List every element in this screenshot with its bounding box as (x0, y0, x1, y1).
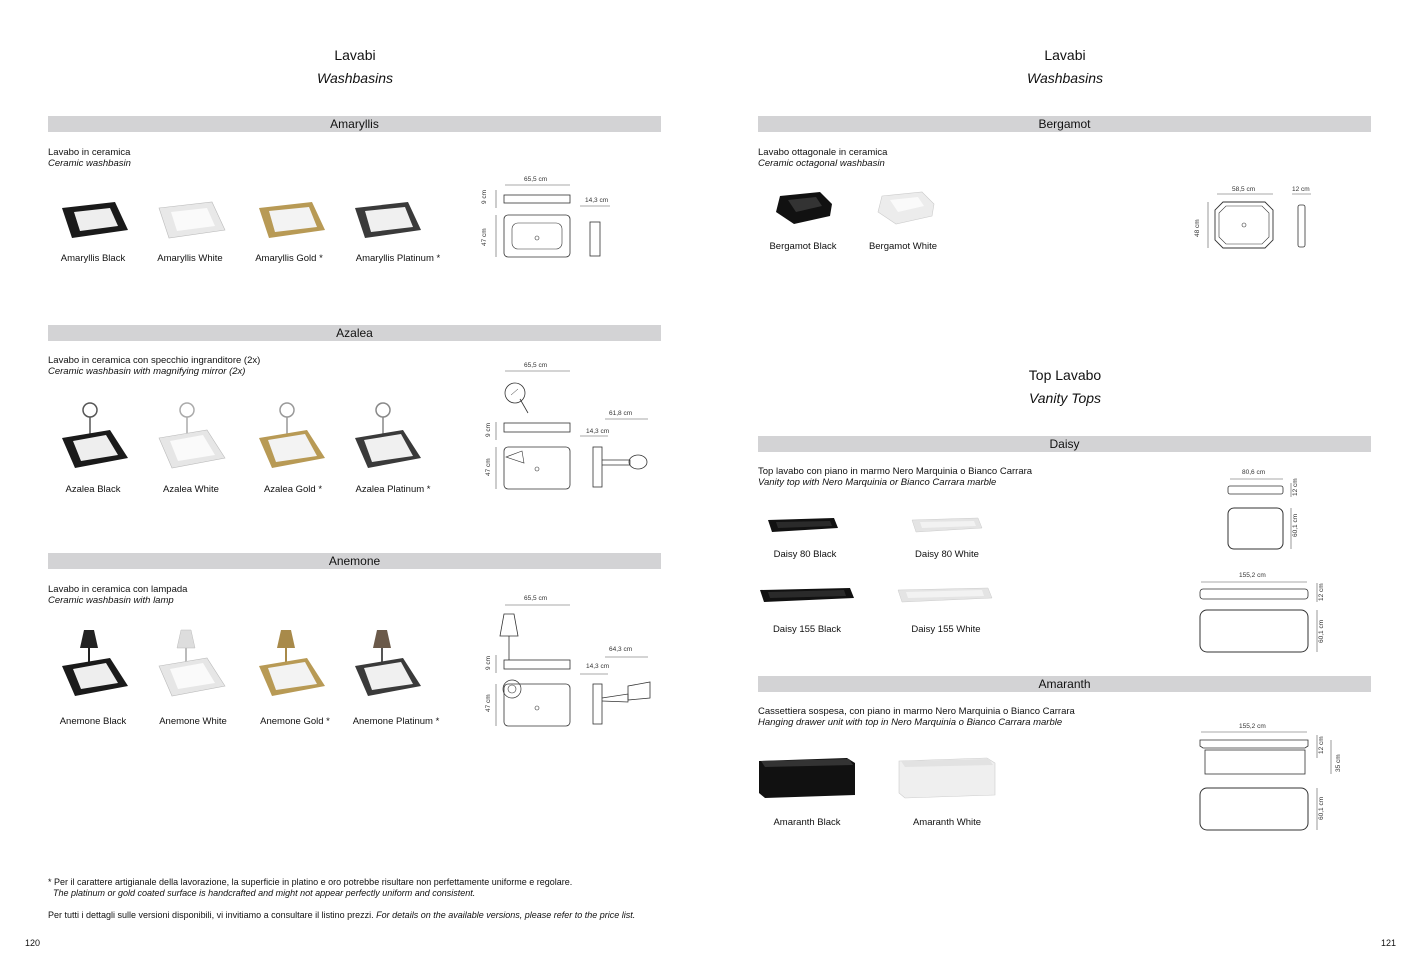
bergamot-black-image (776, 192, 832, 224)
anemone-product-images (55, 628, 455, 708)
left-page-subtitle: Washbasins (316, 70, 393, 86)
left-page-title: Lavabi (334, 47, 376, 63)
anemone-platinum-image (355, 630, 421, 696)
azalea-black-label: Azalea Black (65, 484, 121, 495)
azalea-dim-height: 9 cm (485, 422, 492, 437)
amaranth-dim-width: 155,2 cm (1239, 723, 1266, 730)
daisy-description: Top lavabo con piano in marmo Nero Marquinia o Bianco Carrara Vanity top with Nero Marquinia or Bianco Carrara marble (758, 466, 1033, 488)
section-header-azalea: Azalea (48, 325, 661, 341)
daisy-155-dim-width: 155,2 cm (1239, 572, 1266, 579)
daisy-80-dim-width: 80,6 cm (1242, 469, 1266, 476)
amaranth-black-label: Amaranth Black (773, 817, 841, 828)
anemone-dim-height: 9 cm (485, 655, 492, 670)
daisy-155-dim-height: 12 cm (1318, 583, 1325, 601)
bergamot-product-images (770, 190, 940, 235)
amaranth-black-image (759, 758, 855, 798)
amaryllis-dim-height: 9 cm (481, 189, 488, 204)
anemone-white-label: Anemone White (159, 716, 227, 727)
bergamot-dim-width: 58,5 cm (1232, 186, 1256, 193)
amaranth-product-images (755, 755, 1015, 805)
daisy-80-black-image (768, 518, 838, 532)
azalea-dim-depth: 14,3 cm (586, 428, 610, 435)
amaranth-dim-total: 35 cm (1335, 754, 1342, 772)
vanity-tops-title: Top Lavabo (1028, 367, 1102, 383)
footnote: * Per il carattere artigianale della lavorazione, la superficie in platino e oro potrebbe risultare non perfettamente uniforme e regolare. The platinum or gold coated surface is handcrafted and might not appear perfectly uniform and consistent. (48, 877, 573, 898)
daisy-155-black-image (760, 588, 854, 602)
amaranth-dim-length: 60,1 cm (1318, 796, 1325, 820)
anemone-dim-length: 47 cm (485, 694, 492, 712)
anemone-description: Lavabo in ceramica con lampada Ceramic washbasin with lamp (48, 584, 188, 606)
amaranth-dim-height: 12 cm (1318, 736, 1325, 754)
azalea-dim-reach: 61,8 cm (609, 410, 633, 417)
amaryllis-platinum-label: Amaryllis Platinum * (355, 253, 441, 264)
section-header-amaranth: Amaranth (758, 676, 1371, 692)
daisy-80-white-label: Daisy 80 White (915, 549, 979, 560)
section-header-bergamot: Bergamot (758, 116, 1371, 132)
azalea-gold-image (259, 403, 325, 468)
daisy-155-white-image (898, 588, 992, 602)
daisy-155-dim-length: 60,1 cm (1318, 619, 1325, 643)
azalea-white-image (159, 403, 225, 468)
daisy-80-white-image (912, 518, 982, 532)
amaryllis-dim-width: 65,5 cm (524, 176, 548, 183)
azalea-white-label: Azalea White (163, 484, 219, 495)
daisy-technical-drawing (1195, 475, 1335, 655)
daisy-155-white-label: Daisy 155 White (911, 624, 981, 635)
anemone-black-image (62, 630, 128, 696)
azalea-black-image (62, 403, 128, 468)
section-header-daisy: Daisy (758, 436, 1371, 452)
bergamot-black-label: Bergamot Black (769, 241, 837, 252)
azalea-dim-width: 65,5 cm (524, 362, 548, 369)
amaryllis-dim-length: 47 cm (481, 228, 488, 246)
details-note: Per tutti i dettagli sulle versioni disponibili, vi invitiamo a consultare il listino prezzi. For details on the available versions, please refer to the price list. (48, 910, 636, 920)
daisy-80-black-label: Daisy 80 Black (773, 549, 837, 560)
vanity-tops-subtitle: Vanity Tops (1028, 390, 1102, 406)
anemone-platinum-label: Anemone Platinum * (352, 716, 440, 727)
anemone-black-label: Anemone Black (59, 716, 127, 727)
section-header-anemone: Anemone (48, 553, 661, 569)
bergamot-white-label: Bergamot White (868, 241, 938, 252)
amaryllis-description: Lavabo in ceramica Ceramic washbasin (48, 147, 131, 169)
daisy-80-dim-length: 60,1 cm (1292, 513, 1299, 537)
azalea-dim-length: 47 cm (485, 458, 492, 476)
amaryllis-product-images (55, 195, 455, 245)
amaranth-white-label: Amaranth White (912, 817, 982, 828)
amaranth-technical-drawing (1195, 720, 1355, 835)
anemone-dim-depth: 14,3 cm (586, 663, 610, 670)
anemone-dim-reach: 64,3 cm (609, 646, 633, 653)
amaryllis-black-image (62, 202, 128, 238)
anemone-gold-label: Anemone Gold * (260, 716, 330, 727)
amaryllis-technical-drawing (480, 170, 620, 265)
bergamot-dim-length: 48 cm (1194, 219, 1201, 237)
bergamot-description: Lavabo ottagonale in ceramica Ceramic octagonal washbasin (758, 147, 888, 169)
azalea-technical-drawing (480, 365, 660, 495)
amaryllis-white-image (159, 202, 225, 238)
page-number-left: 120 (25, 938, 41, 948)
daisy-product-images (758, 508, 1008, 613)
amaryllis-black-label: Amaryllis Black (60, 253, 126, 264)
amaranth-description: Cassettiera sospesa, con piano in marmo Nero Marquinia o Bianco Carrara Hanging drawer unit with top in Nero Marquinia o Bianco Carrara marble (758, 706, 1075, 728)
amaryllis-gold-label: Amaryllis Gold * (255, 253, 323, 264)
daisy-80-dim-height: 12 cm (1292, 478, 1299, 496)
right-page-subtitle: Washbasins (1026, 70, 1103, 86)
bergamot-dim-depth: 12 cm (1292, 186, 1310, 193)
amaryllis-platinum-image (355, 202, 421, 238)
anemone-white-image (159, 630, 225, 696)
anemone-technical-drawing (480, 600, 660, 730)
azalea-description: Lavabo in ceramica con specchio ingranditore (2x) Ceramic washbasin with magnifying mirror (2x) (48, 355, 261, 377)
amaryllis-dim-depth: 14,3 cm (585, 197, 609, 204)
bergamot-white-image (878, 192, 934, 224)
anemone-dim-width: 65,5 cm (524, 595, 548, 602)
amaryllis-gold-image (259, 202, 325, 238)
bergamot-technical-drawing (1195, 185, 1325, 255)
azalea-product-images (55, 400, 455, 480)
anemone-gold-image (259, 630, 325, 696)
page-number-right: 121 (1381, 938, 1397, 948)
azalea-gold-label: Azalea Gold * (263, 484, 323, 495)
section-header-amaryllis: Amaryllis (48, 116, 661, 132)
amaryllis-white-label: Amaryllis White (157, 253, 223, 264)
azalea-platinum-label: Azalea Platinum * (355, 484, 431, 495)
amaranth-white-image (899, 758, 995, 798)
azalea-platinum-image (355, 403, 421, 468)
daisy-155-black-label: Daisy 155 Black (772, 624, 842, 635)
right-page-title: Lavabi (1044, 47, 1086, 63)
